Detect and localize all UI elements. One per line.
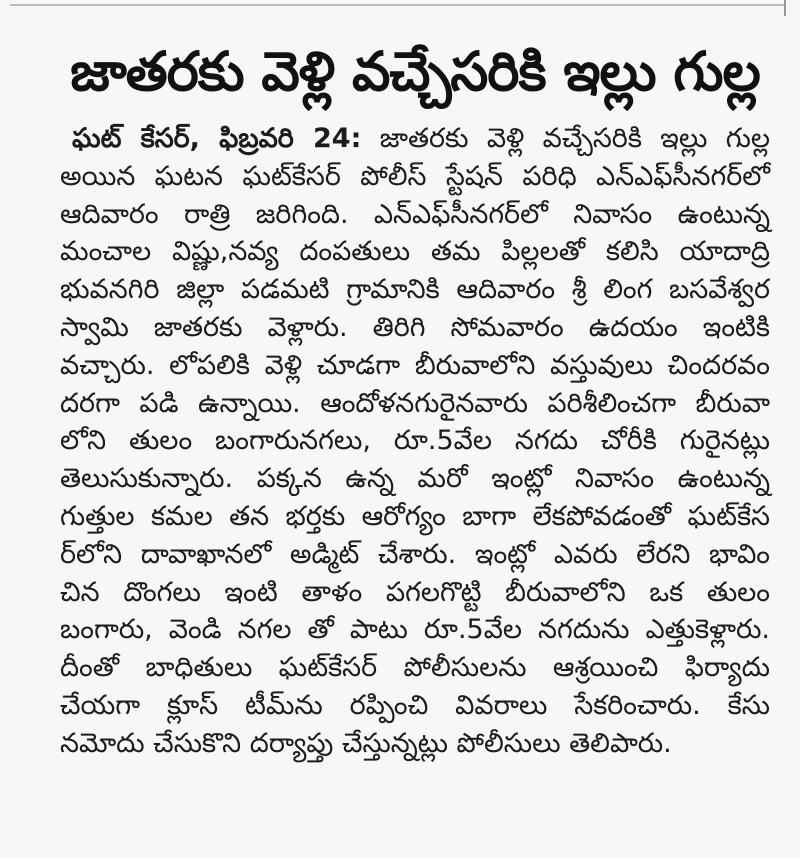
article-line-13: చిన దొంగలు ఇంటి తాళం పగలగొట్టి బీరువాలోని ఒక తులం (60, 576, 770, 608)
article-line-7: వచ్చారు. లోపలికి వెళ్లి చూడగా బీరువాలోని వస్తువులు చిందరవం (60, 349, 770, 381)
news-article (60, 28, 770, 763)
article-line-9: లోని తులం బంగారునగలు, రూ.5వేల నగదు చోరీకి గురైనట్లు (60, 425, 770, 457)
article-line-16: చేయగా క్లూస్ టీమ్‌ను రప్పించి వివరాలు సేకరించారు. కేసు (60, 689, 770, 721)
headline: జాతరకు వెళ్లి వచ్చేసరికి ఇల్లు గుల్ల (70, 40, 760, 103)
article-line-1-text: జాతరకు వెళ్లి వచ్చేసరికి ఇల్లు గుల్ల (379, 123, 770, 154)
dateline: ఘట్ కేసర్, ఫిబ్రవరి 24: (72, 123, 362, 154)
article-line-6: స్వామి జాతరకు వెళ్లారు. తిరిగి సోమవారం ఉదయం ఇంటికి (60, 311, 770, 343)
article-line-3: ఆదివారం రాత్రి జరిగింది. ఎన్ఎఫ్‌సీనగర్‌లో నివాసం ఉంటున్న (60, 198, 770, 230)
article-line-1 (60, 120, 770, 158)
article-line-15: దీంతో బాధితులు ఘట్‌కేసర్ పోలీసులను ఆశ్రయించి ఫిర్యాదు (60, 652, 770, 684)
top-rule (10, 4, 784, 6)
article-line-8: దరగా పడి ఉన్నాయి. ఆందోళనగురైనవారు పరిశీలించగా బీరువా (60, 387, 770, 419)
article-line-5: భువనగిరి జిల్లా పడమటి గ్రామానికి ఆదివారం శ్రీ లింగ బసవేశ్వర (60, 274, 770, 306)
article-line-4: మంచాల విష్ణు,నవ్య దంపతులు తమ పిల్లలతో కలిసి యాదాద్రి (60, 236, 770, 268)
article-body (60, 120, 770, 763)
article-line-17: నమోదు చేసుకొని దర్యాప్తు చేస్తున్నట్లు పోలీసులు తెలిపారు. (60, 727, 672, 759)
article-line-14: బంగారు, వెండి నగల తో పాటు రూ.5వేల నగదును ఎత్తుకెళ్లారు. (60, 614, 770, 646)
article-line-12: ర్‌లోని దావాఖానలో అడ్మిట్ చేశారు. ఇంట్లో ఎవరు లేరని భావిం (60, 538, 770, 570)
article-line-10: తెలుసుకున్నారు. పక్కన ఉన్న మరో ఇంట్లో నివాసం ఉంటున్న (60, 463, 770, 495)
article-line-11: గుత్తుల కమల తన భర్తకు ఆరోగ్యం బాగా లేకపోవడంతో ఘట్‌కేస (60, 500, 770, 532)
column-rule (784, 0, 786, 16)
article-line-2: అయిన ఘటన ఘట్‌కేసర్ పోలీస్ స్టేషన్ పరిధి ఎన్ఎఫ్‌సీనగర్‌లో (60, 160, 770, 192)
